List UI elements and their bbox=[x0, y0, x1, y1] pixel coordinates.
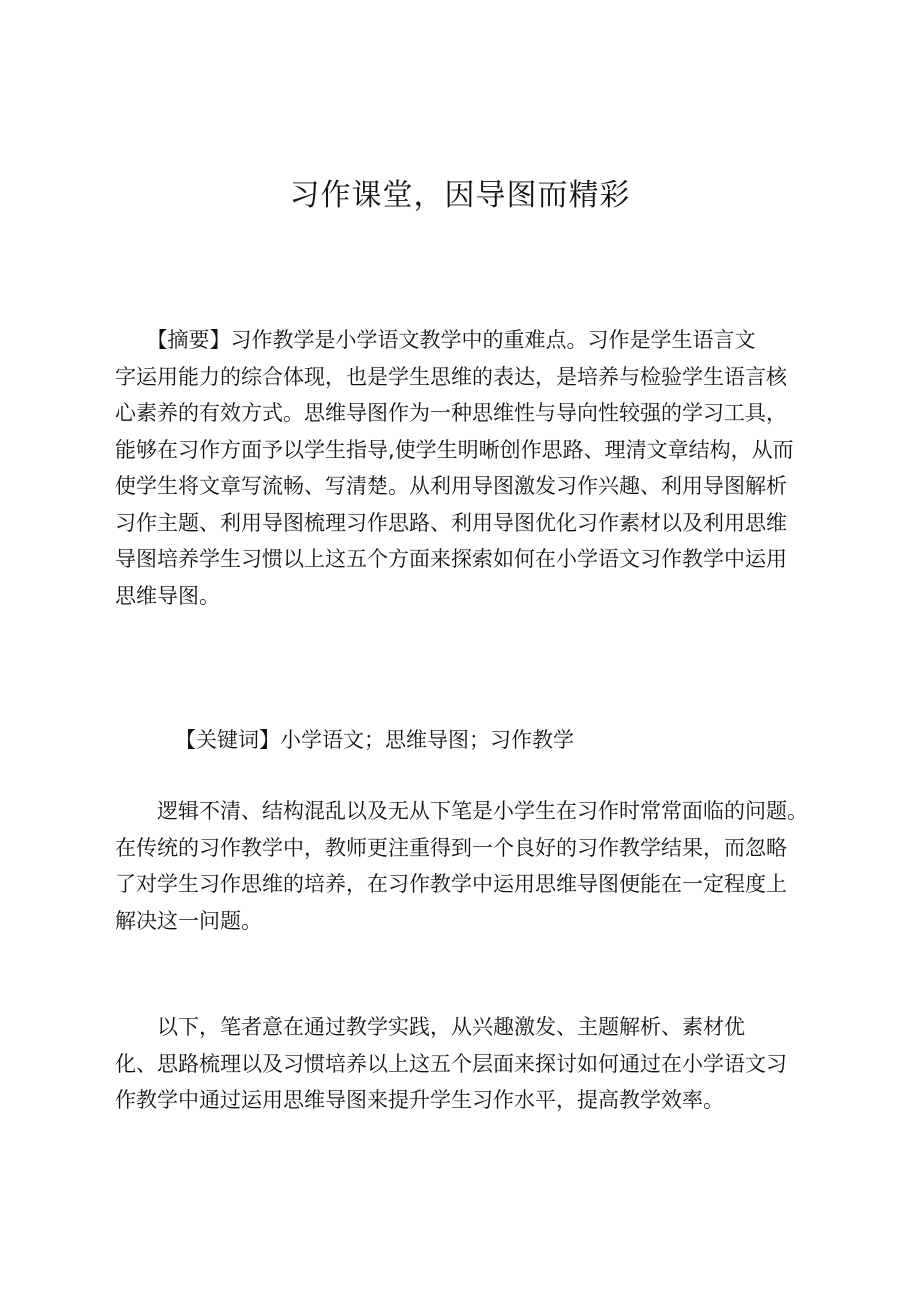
body-paragraph-1 bbox=[115, 793, 815, 939]
abstract-paragraph bbox=[115, 322, 815, 614]
keywords-paragraph bbox=[175, 722, 875, 759]
paragraph-line: 逻辑不清、结构混乱以及无从下笔是小学生在习作时常常面临的问题。 bbox=[115, 799, 808, 823]
abstract-line: 使学生将文章写流畅、写清楚。从利用导图激发习作兴趣、利用导图解析 bbox=[115, 474, 787, 498]
paragraph-line: 了对学生习作思维的培养，在习作教学中运用思维导图便能在一定程度上 bbox=[115, 872, 787, 896]
abstract-line: 思维导图。 bbox=[115, 583, 220, 608]
body-paragraph-2 bbox=[115, 1009, 815, 1119]
abstract-line: 能够在习作方面予以学生指导,使学生明晰创作思路、理清文章结构，从而 bbox=[115, 437, 794, 462]
paragraph-line: 解决这一问题。 bbox=[115, 908, 262, 933]
abstract-line: 字运用能力的综合体现，也是学生思维的表达，是培养与检验学生语言核 bbox=[115, 364, 787, 389]
paragraph-line: 化、思路梳理以及习惯培养以上这五个层面来探讨如何通过在小学语文习 bbox=[115, 1051, 787, 1076]
document-title: 习作课堂，因导图而精彩 bbox=[289, 178, 631, 213]
paragraph-line: 在传统的习作教学中，教师更注重得到一个良好的习作教学结果，而忽略 bbox=[115, 835, 787, 860]
keywords-line: 【关键词】小学语文；思维导图；习作教学 bbox=[175, 728, 574, 752]
abstract-line: 【摘要】习作教学是小学语文教学中的重难点。习作是学生语言文 bbox=[115, 328, 756, 352]
paragraph-line: 作教学中通过运用思维导图来提升学生习作水平，提高教学效率。 bbox=[115, 1088, 724, 1112]
abstract-line: 心素养的有效方式。思维导图作为一种思维性与导向性较强的学习工具， bbox=[115, 401, 787, 425]
abstract-line: 习作主题、利用导图梳理习作思路、利用导图优化习作素材以及利用思维 bbox=[115, 510, 787, 535]
abstract-line: 导图培养学生习惯以上这五个方面来探索如何在小学语文习作教学中运用 bbox=[115, 547, 787, 571]
paragraph-line: 以下，笔者意在通过教学实践，从兴趣激发、主题解析、素材优 bbox=[115, 1015, 745, 1039]
